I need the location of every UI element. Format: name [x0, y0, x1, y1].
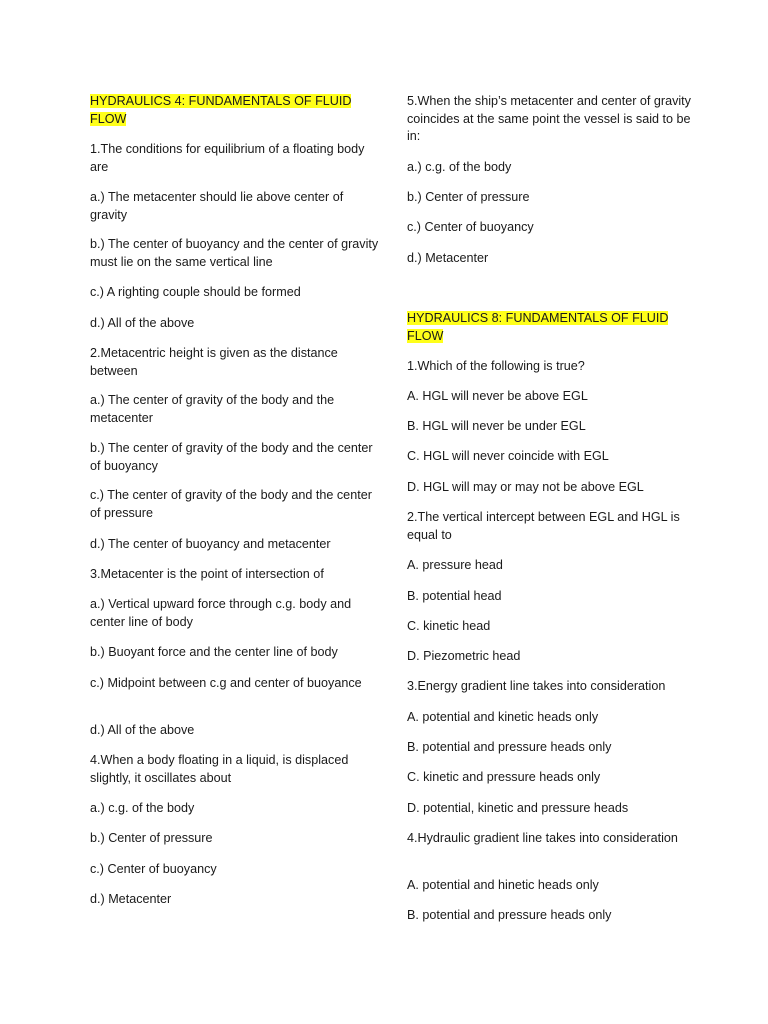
answer-option: d.) Metacenter	[407, 251, 489, 265]
answer-option: d.) Metacenter	[90, 892, 172, 906]
answer-option: b.) Center of pressure	[407, 190, 530, 204]
section-heading: HYDRAULICS 8: FUNDAMENTALS OF FLUID FLOW	[407, 311, 669, 343]
answer-option: b.) Buoyant force and the center line of body	[90, 645, 338, 659]
answer-option: a.) The center of gravity of the body and the metacenter	[90, 393, 335, 425]
question-text: 5.When the ship’s metacenter and center of gravity coincides at the same point the vessel is said to be in:	[407, 94, 691, 143]
answer-option: B. HGL will never be under EGL	[407, 419, 586, 433]
question-text: 2.Metacentric height is given as the distance between	[90, 346, 338, 378]
answer-option: A. HGL will never be above EGL	[407, 389, 588, 403]
answer-option: b.) The center of buoyancy and the center of gravity must lie on the same vertical line	[90, 237, 379, 269]
answer-option: D. HGL will may or may not be above EGL	[407, 480, 644, 494]
answer-option: D. Piezometric head	[407, 649, 521, 663]
answer-option: c.) Midpoint between c.g and center of buoyance	[90, 676, 362, 690]
answer-option: a.) c.g. of the body	[90, 801, 195, 815]
question-text: 4.When a body floating in a liquid, is displaced slightly, it oscillates about	[90, 753, 349, 785]
question-text: 1.Which of the following is true?	[407, 359, 585, 373]
answer-option: B. potential head	[407, 589, 502, 603]
answer-option: A. potential and kinetic heads only	[407, 710, 599, 724]
answer-option: a.) c.g. of the body	[407, 160, 512, 174]
answer-option: c.) The center of gravity of the body and the center of pressure	[90, 488, 372, 520]
answer-option: b.) The center of gravity of the body and the center of buoyancy	[90, 441, 373, 473]
answer-option: a.) The metacenter should lie above center of gravity	[90, 190, 344, 222]
question-text: 1.The conditions for equilibrium of a floating body are	[90, 142, 365, 174]
answer-option: D. potential, kinetic and pressure heads	[407, 801, 629, 815]
answer-option: b.) Center of pressure	[90, 831, 213, 845]
question-text: 3.Metacenter is the point of intersection of	[90, 567, 324, 581]
answer-option: d.) All of the above	[90, 723, 195, 737]
question-text: 4.Hydraulic gradient line takes into consideration	[407, 831, 678, 845]
answer-option: A. potential and hinetic heads only	[407, 878, 599, 892]
answer-option: C. kinetic head	[407, 619, 491, 633]
answer-option: a.) Vertical upward force through c.g. body and center line of body	[90, 597, 352, 629]
answer-option: B. potential and pressure heads only	[407, 740, 612, 754]
answer-option: c.) A righting couple should be formed	[90, 285, 301, 299]
answer-option: c.) Center of buoyancy	[90, 862, 217, 876]
answer-option: d.) The center of buoyancy and metacenter	[90, 537, 331, 551]
answer-option: c.) Center of buoyancy	[407, 220, 534, 234]
answer-option: C. HGL will never coincide with EGL	[407, 449, 609, 463]
answer-option: A. pressure head	[407, 558, 503, 572]
question-text: 3.Energy gradient line takes into consideration	[407, 679, 666, 693]
question-text: 2.The vertical intercept between EGL and HGL is equal to	[407, 510, 680, 542]
section-heading: HYDRAULICS 4: FUNDAMENTALS OF FLUID FLOW	[90, 94, 352, 126]
answer-option: B. potential and pressure heads only	[407, 908, 612, 922]
answer-option: d.) All of the above	[90, 316, 195, 330]
answer-option: C. kinetic and pressure heads only	[407, 770, 601, 784]
